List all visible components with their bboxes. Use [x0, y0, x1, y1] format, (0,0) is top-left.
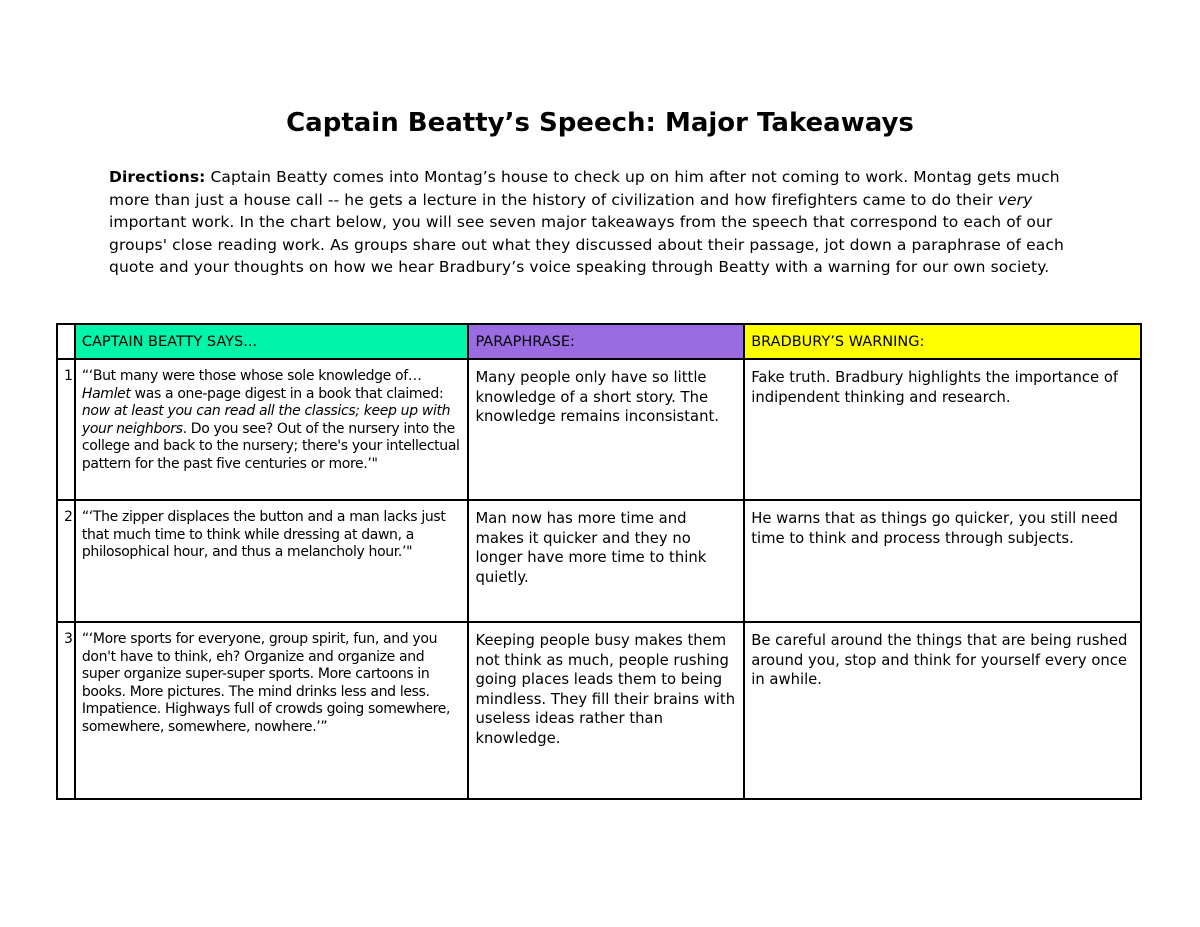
quote-cell: [75, 359, 469, 500]
header-paraphrase: PARAPHRASE:: [468, 324, 744, 359]
paraphrase-cell[interactable]: Man now has more time and makes it quicker and they no longer have more time to think quietly.: [468, 500, 744, 622]
quote-cell: [75, 500, 469, 622]
paraphrase-cell[interactable]: Keeping people busy makes them not think as much, people rushing going places leads them to being mindless. They fill their brains with useless ideas rather than knowledge.: [468, 622, 744, 799]
table-row: [57, 622, 1141, 799]
quote-text: “‘But many were those whose sole knowledge of…: [81, 368, 422, 384]
paraphrase-cell[interactable]: Many people only have so little knowledge of a short story. The knowledge remains inconsistant.: [468, 359, 744, 500]
row-number: 1: [57, 359, 75, 500]
warning-cell[interactable]: He warns that as things go quicker, you still need time to think and process through subjects.: [744, 500, 1141, 622]
quote-text: . Do you see? Out of the nursery into the college and back to the nursery; there's your intellectual pattern for the past five centuries or more.’": [81, 420, 460, 472]
quote-text: “‘More sports for everyone, group spirit, fun, and you don't have to think, eh? Organize and organize and super organize super-super sports. More cartoons in books. More pictures. The mind drinks less and less. Impatience. Highways full of crowds going somewhere, somewhere, somewhere, nowhere.’”: [81, 631, 451, 735]
page-title: Captain Beatty’s Speech: Major Takeaways: [286, 108, 914, 138]
directions-label: Directions:: [109, 168, 206, 186]
quote-italic-hamlet: Hamlet: [81, 385, 131, 402]
directions-text-1: Captain Beatty comes into Montag’s house to check up on him after not coming to work. Montag gets much more than just a house call -- he gets a lecture in the history of civilization and how firefighters came to do their: [109, 168, 1060, 209]
takeaways-table: [56, 323, 1142, 800]
quote-text: “‘The zipper displaces the button and a man lacks just that much time to think while dressing at dawn, a philosophical hour, and thus a melancholy hour.’": [81, 509, 446, 561]
quote-text: was a one-page digest in a book that claimed:: [130, 385, 444, 402]
header-bradburys-warning: BRADBURY’S WARNING:: [744, 324, 1141, 359]
header-captain-beatty-says: CAPTAIN BEATTY SAYS...: [75, 324, 469, 359]
directions-paragraph: [109, 166, 1099, 279]
table-row: [57, 359, 1141, 500]
directions-emphasis: very: [997, 190, 1033, 209]
warning-cell[interactable]: Fake truth. Bradbury highlights the importance of indipendent thinking and research.: [744, 359, 1141, 500]
directions-text-2: important work. In the chart below, you will see seven major takeaways from the speech that correspond to each of our groups' close reading work. As groups share out what they discussed about their passage, jot down a paraphrase of each quote and your thoughts on how we hear Bradbury’s voice speaking through Beatty with a warning for our own society.: [109, 213, 1064, 276]
row-number: 3: [57, 622, 75, 799]
row-number: 2: [57, 500, 75, 622]
table-header-row: [57, 324, 1141, 359]
table-row: [57, 500, 1141, 622]
quote-cell: [75, 622, 469, 799]
warning-cell[interactable]: Be careful around the things that are being rushed around you, stop and think for yourself every once in awhile.: [744, 622, 1141, 799]
header-number: [57, 324, 75, 359]
quote-italic-claim: now at least you can read all the classics; keep up with your neighbors: [81, 403, 451, 437]
